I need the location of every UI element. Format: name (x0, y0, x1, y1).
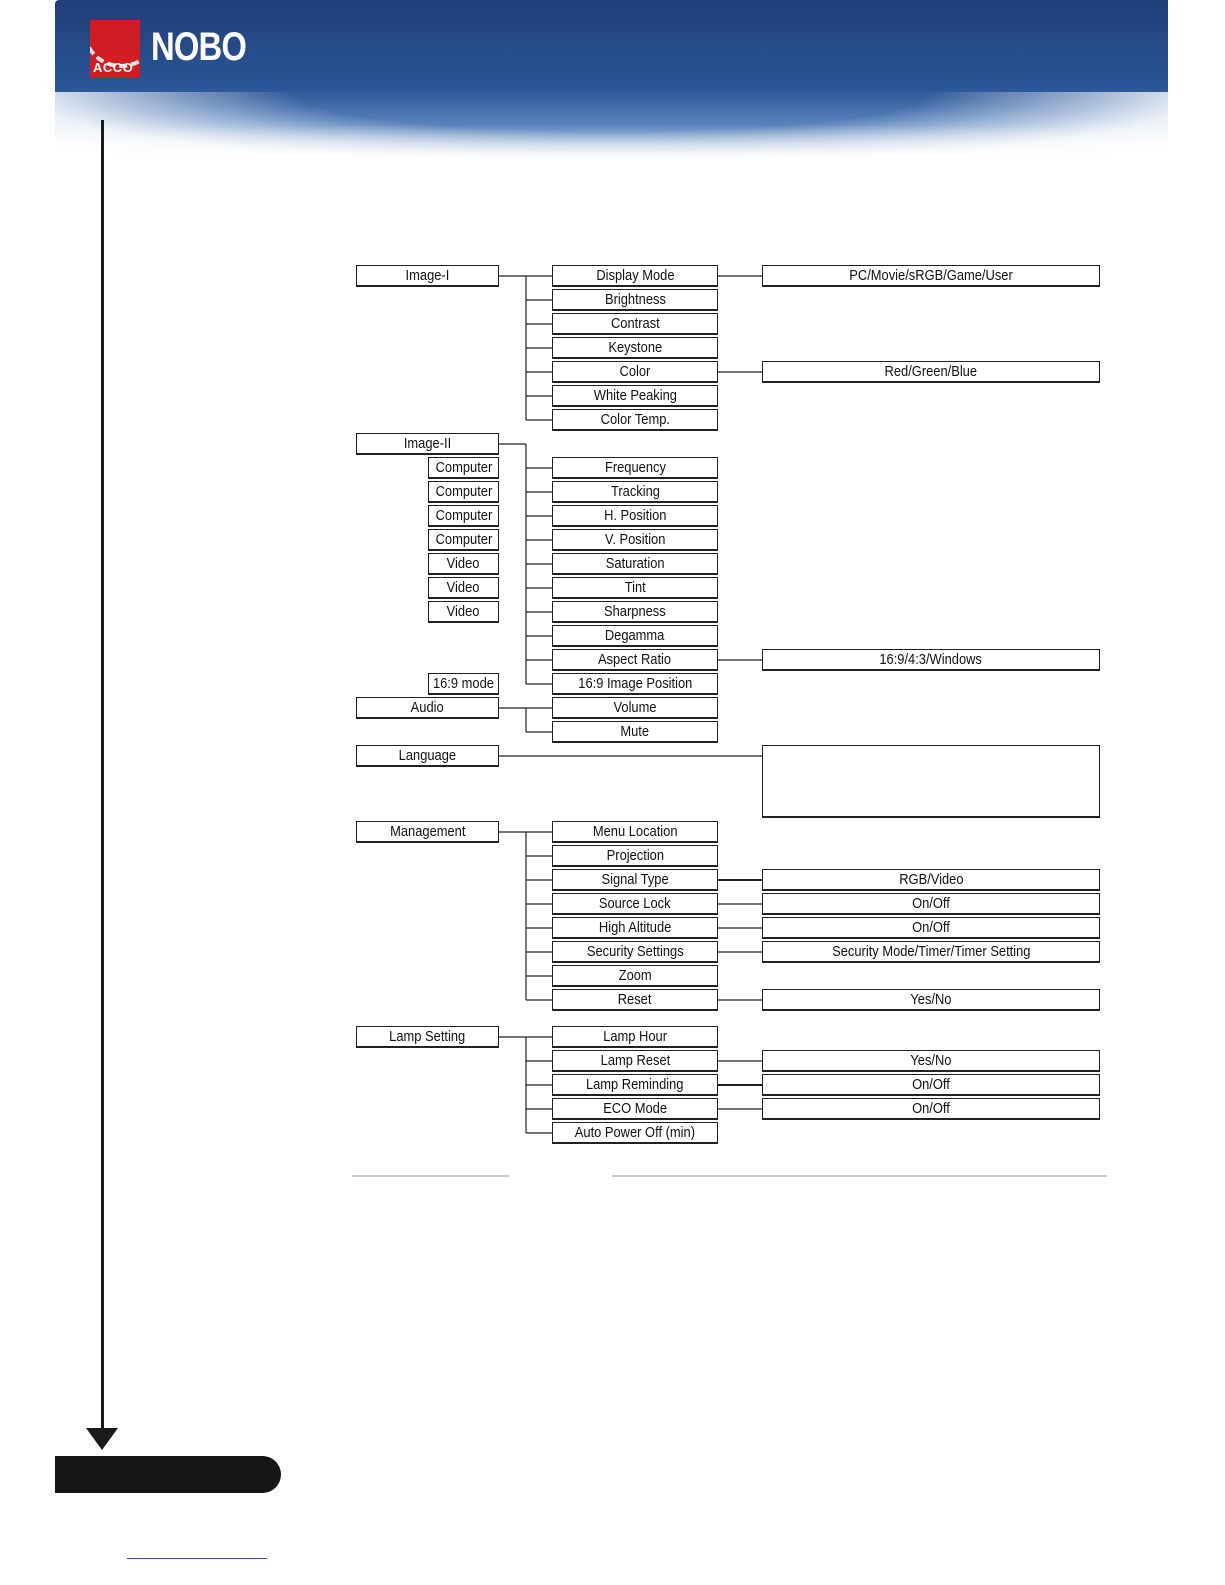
item-brightness (552, 289, 718, 311)
option-display-mode (762, 265, 1100, 287)
condition-label: Computer (435, 483, 492, 500)
item-degamma (552, 625, 718, 647)
item-label: Aspect Ratio (598, 651, 672, 668)
item-label: Auto Power Off (min) (574, 1124, 696, 1141)
option-label: On/Off (912, 1100, 950, 1117)
item-tracking (552, 481, 718, 503)
item-label: Reset (618, 991, 652, 1008)
item-high-altitude (552, 917, 718, 939)
option-security-settings (762, 941, 1100, 963)
item-label: Color (619, 363, 651, 380)
item-color-temp (552, 409, 718, 431)
item-auto-power-off (552, 1122, 718, 1144)
item-saturation (552, 553, 718, 575)
menu-image2-label: Image-II (403, 435, 452, 452)
item-display-mode (552, 265, 718, 287)
item-label: Lamp Reset (600, 1052, 670, 1069)
item-label: Zoom (618, 967, 652, 984)
item-label: High Altitude (598, 919, 672, 936)
option-label: Yes/No (910, 1052, 952, 1069)
option-lamp-reset (762, 1050, 1100, 1072)
item-signal-type (552, 869, 718, 891)
item-eco-mode (552, 1098, 718, 1120)
item-label: Keystone (608, 339, 662, 356)
item-label: 16:9 Image Position (577, 675, 693, 692)
condition-computer (428, 457, 499, 479)
item-label: Tint (624, 579, 646, 596)
item-label: Brightness (604, 291, 666, 308)
item-keystone (552, 337, 718, 359)
logo-acco-text: ACCO (93, 60, 134, 75)
condition-video (428, 601, 499, 623)
item-label: V. Position (604, 531, 666, 548)
item-security-settings (552, 941, 718, 963)
item-lamp-reminding (552, 1074, 718, 1096)
item-frequency (552, 457, 718, 479)
footer-rule-left (352, 1175, 509, 1177)
item-color (552, 361, 718, 383)
item-label: Degamma (605, 627, 665, 644)
item-menu-location (552, 821, 718, 843)
item-source-lock (552, 893, 718, 915)
menu-management (356, 821, 499, 843)
item-label: ECO Mode (603, 1100, 667, 1117)
item-label: Menu Location (592, 823, 678, 840)
item-label: Security Settings (586, 943, 684, 960)
option-lamp-reminding (762, 1074, 1100, 1096)
option-source-lock (762, 893, 1100, 915)
item-mute (552, 721, 718, 743)
item-lamp-hour (552, 1026, 718, 1048)
condition-label: Video (447, 603, 480, 620)
option-label: On/Off (912, 1076, 950, 1093)
condition-label: Video (447, 579, 480, 596)
menu-language (356, 745, 499, 767)
option-label: On/Off (912, 895, 950, 912)
item-white-peaking (552, 385, 718, 407)
condition-video (428, 553, 499, 575)
option-label: 16:9/4:3/Windows (879, 651, 983, 668)
item-label: Display Mode (595, 267, 675, 284)
option-label: Yes/No (910, 991, 952, 1008)
item-label: Mute (620, 723, 650, 740)
item-aspect-ratio (552, 649, 718, 671)
item-label: Tracking (610, 483, 660, 500)
item-label: Contrast (610, 315, 660, 332)
item-sharpness (552, 601, 718, 623)
condition-video (428, 577, 499, 599)
option-label: On/Off (912, 919, 950, 936)
option-label: Security Mode/Timer/Timer Setting (831, 943, 1031, 960)
menu-management-label: Management (389, 823, 466, 840)
option-label: Red/Green/Blue (884, 363, 978, 380)
condition-computer (428, 481, 499, 503)
item-label: Frequency (604, 459, 666, 476)
menu-audio (356, 697, 499, 719)
item-zoom (552, 965, 718, 987)
menu-lamp-setting (356, 1026, 499, 1048)
item-contrast (552, 313, 718, 335)
item-reset (552, 989, 718, 1011)
menu-lamp-label: Lamp Setting (389, 1028, 466, 1045)
menu-image2 (356, 433, 499, 455)
item-label: Lamp Hour (603, 1028, 667, 1045)
condition-label: Computer (435, 459, 492, 476)
option-reset (762, 989, 1100, 1011)
menu-language-label: Language (398, 747, 457, 764)
option-color (762, 361, 1100, 383)
item-label: Lamp Reminding (586, 1076, 684, 1093)
item-h-position (552, 505, 718, 527)
condition-label: 16:9 mode (433, 675, 494, 692)
menu-image1 (356, 265, 499, 287)
option-signal-type (762, 869, 1100, 891)
item-label: Source Lock (599, 895, 671, 912)
item-projection (552, 845, 718, 867)
item-label: Saturation (605, 555, 665, 572)
item-16-9-image-position (552, 673, 718, 695)
item-label: H. Position (603, 507, 667, 524)
item-label: White Peaking (593, 387, 677, 404)
menu-image1-label: Image-I (405, 267, 450, 284)
condition-label: Computer (435, 507, 492, 524)
option-label: RGB/Video (898, 871, 964, 888)
condition-computer (428, 505, 499, 527)
condition-16-9-mode (428, 673, 499, 695)
item-volume (552, 697, 718, 719)
option-eco-mode (762, 1098, 1100, 1120)
menu-audio-label: Audio (410, 699, 445, 716)
condition-computer (428, 529, 499, 551)
item-lamp-reset (552, 1050, 718, 1072)
language-options-box (762, 745, 1100, 818)
condition-label: Video (447, 555, 480, 572)
item-label: Projection (606, 847, 664, 864)
item-label: Volume (613, 699, 657, 716)
condition-label: Computer (435, 531, 492, 548)
footer-rule-right (612, 1175, 1107, 1177)
item-tint (552, 577, 718, 599)
option-high-altitude (762, 917, 1100, 939)
option-aspect-ratio (762, 649, 1100, 671)
item-v-position (552, 529, 718, 551)
item-label: Sharpness (604, 603, 666, 620)
item-label: Signal Type (601, 871, 669, 888)
item-label: Color Temp. (600, 411, 670, 428)
brand-name: NOBO (151, 25, 247, 69)
option-label: PC/Movie/sRGB/Game/User (849, 267, 1013, 284)
